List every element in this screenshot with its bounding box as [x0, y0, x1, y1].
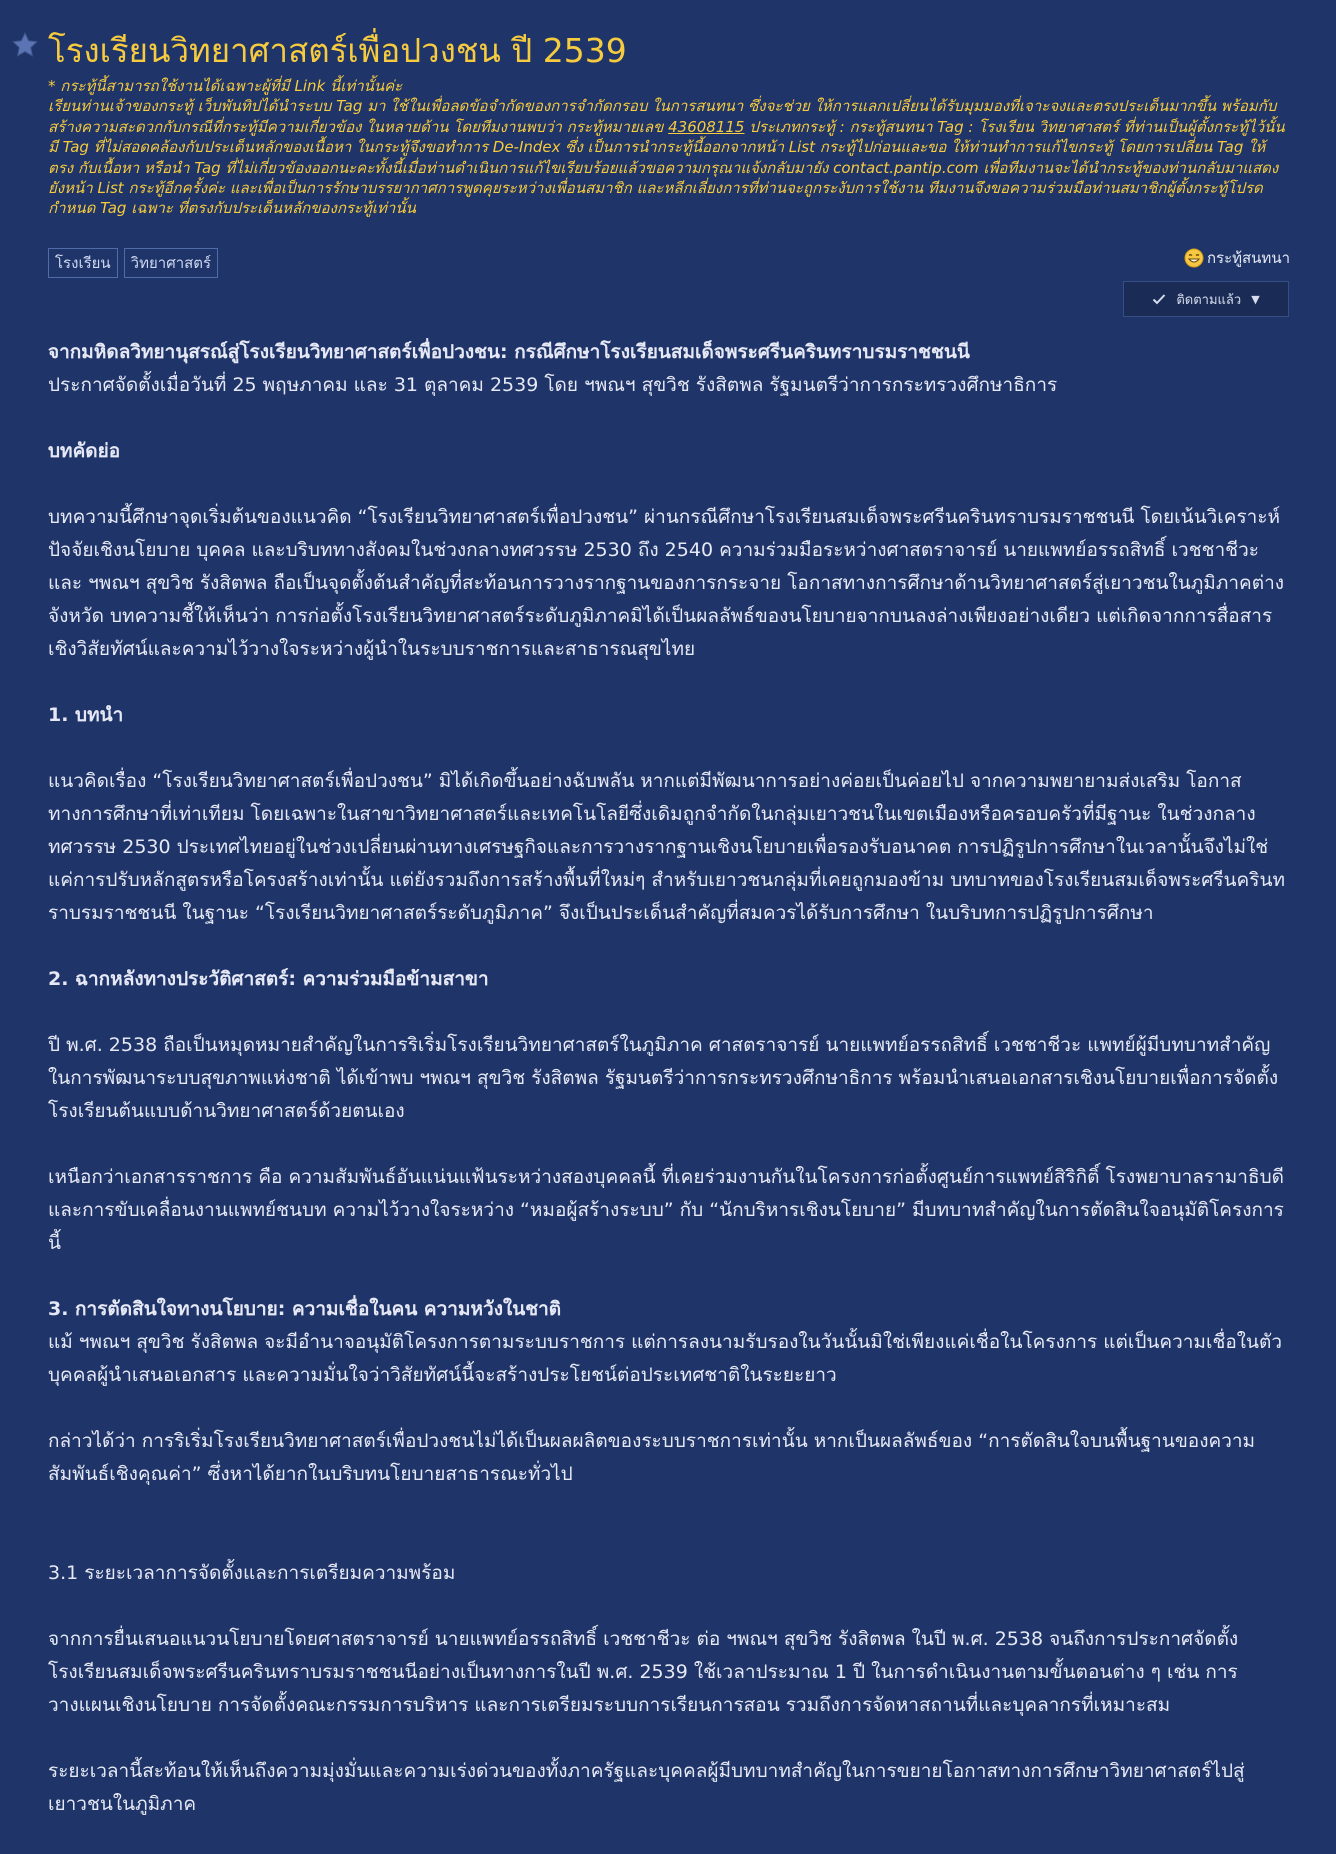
section-3-1-body-1: จากการยื่นเสนอแนวนโยบายโดยศาสตราจารย์ นายแพทย์อรรถสิทธิ์ เวชชาชีวะ ต่อ ฯพณฯ สุขวิช รังสิตพล ในปี พ.ศ. 2538 จนถึงการประกาศจัดตั้งโรงเรียนสมเด็จพระศรีนครินทราบรมราชชนนีอย่างเป็นทางการในปี พ.ศ. 2539 ใช้เวลาประมาณ 1 ปี ในการดำเนินงานตามขั้นตอนต่าง ๆ เช่น การวางแผนเชิงนโยบาย การจัดตั้งคณะกรรมการบริหาร และการเตรียมระบบการเรียนการสอน รวมถึงการจัดหาสถานที่และบุคลากรที่เหมาะสม [48, 1628, 1239, 1716]
section-2-body-1: ปี พ.ศ. 2538 ถือเป็นหมุดหมายสำคัญในการริเริ่มโรงเรียนวิทยาศาสตร์ในภูมิภาค ศาสตราจารย์ นายแพทย์อรรถสิทธิ์ เวชชาชีวะ แพทย์ผู้มีบทบาทสำคัญในการพัฒนาระบบสุขภาพแห่งชาติ ได้เข้าพบ ฯพณฯ สุขวิช รังสิตพล รัฐมนตรีว่าการกระทรวงศึกษาธิการ พร้อมนำเสนอเอกสารเชิงนโยบายเพื่อการจัดตั้งโรงเรียนต้นแบบด้านวิทยาศาสตร์ด้วยตนเอง [48, 1034, 1279, 1122]
section-3-body-1: แม้ ฯพณฯ สุขวิช รังสิตพล จะมีอำนาจอนุมัติโครงการตามระบบราชการ แต่การลงนามรับรองในวันนั้นมิใช่เพียงแค่เชื่อในโครงการ แต่เป็นความเชื่อในตัวบุคคลผู้นำเสนอเอกสาร และความมั่นใจว่าวิสัยทัศน์นี้จะสร้างประโยชน์ต่อประเทศชาติในระยะยาว [48, 1331, 1283, 1386]
notice-line-1: * กระทู้นี้สามารถใช้งานได้เฉพาะผู้ที่มี Link นี้เท่านั้นค่ะ [48, 77, 403, 95]
topic-number-link[interactable]: 43608115 [668, 117, 745, 136]
tag-science[interactable]: วิทยาศาสตร์ [124, 248, 218, 278]
announcement: ประกาศจัดตั้งเมื่อวันที่ 25 พฤษภาคม และ 31 ตุลาคม 2539 โดย ฯพณฯ สุขวิช รังสิตพล รัฐมนตรีว่าการกระทรวงศึกษาธิการ [48, 374, 1058, 396]
topic-title: โรงเรียนวิทยาศาสตร์เพื่อปวงชน ปี 2539 [48, 31, 627, 70]
section-1-title: 1. บทนำ [48, 704, 124, 726]
section-2-body-2: เหนือกว่าเอกสารราชการ คือ ความสัมพันธ์อันแน่นแฟ้นระหว่างสองบุคคลนี้ ที่เคยร่วมงานกันในโครงการก่อตั้งศูนย์การแพทย์สิริกิติ์ โรงพยาบาลรามาธิบดี และการขับเคลื่อนงานแพทย์ชนบท ความไว้วางใจระหว่าง “หมอผู้สร้างระบบ” กับ “นักบริหารเชิงนโยบาย” มีบทบาทสำคัญในการตัดสินใจอนุมัติโครงการนี้ [48, 1166, 1284, 1254]
section-1-body: แนวคิดเรื่อง “โรงเรียนวิทยาศาสตร์เพื่อปวงชน” มิได้เกิดขึ้นอย่างฉับพลัน หากแต่มีพัฒนาการอย่างค่อยเป็นค่อยไป จากความพยายามส่งเสริม โอกาสทางการศึกษาที่เท่าเทียม โดยเฉพาะในสาขาวิทยาศาสตร์และเทคโนโลยีซึ่งเดิมถูกจำกัดในกลุ่มเยาวชนในเขตเมืองหรือครอบครัวที่มีฐานะ ในช่วงกลางทศวรรษ 2530 ประเทศไทยอยู่ในช่วงเปลี่ยนผ่านทางเศรษฐกิจและการวางรากฐานเชิงนโยบายเพื่อรองรับอนาคต การปฏิรูปการศึกษาในเวลานั้นจึงไม่ใช่แค่การปรับหลักสูตรหรือโครงสร้างเท่านั้น แต่ยังรวมถึงการสร้างพื้นที่ใหม่ๆ สำหรับเยาวชนกลุ่มที่เคยถูกมองข้าม บทบาทของโรงเรียนสมเด็จพระศรีนครินทราบรมราชชนนี ในฐานะ “โรงเรียนวิทยาศาสตร์ระดับภูมิภาค” จึงเป็นประเด็นสำคัญที่สมควรได้รับการศึกษา ในบริบทการปฏิรูปการศึกษา [48, 770, 1285, 924]
topic-type [1184, 246, 1290, 270]
abstract-body: บทความนี้ศึกษาจุดเริ่มต้นของแนวคิด “โรงเรียนวิทยาศาสตร์เพื่อปวงชน” ผ่านกรณีศึกษาโรงเรียนสมเด็จพระศรีนครินทราบรมราชชนนี โดยเน้นวิเคราะห์ปัจจัยเชิงนโยบาย บุคคล และบริบททางสังคมในช่วงกลางทศวรรษ 2530 ถึง 2540 ความร่วมมือระหว่างศาสตราจารย์ นายแพทย์อรรถสิทธิ์ เวชชาชีวะ และ ฯพณฯ สุขวิช รังสิตพล ถือเป็นจุดตั้งต้นสำคัญที่สะท้อนการวางรากฐานของการกระจาย โอกาสทางการศึกษาด้านวิทยาศาสตร์สู่เยาวชนในภูมิภาคต่างจังหวัด บทความชี้ให้เห็นว่า การก่อตั้งโรงเรียนวิทยาศาสตร์ระดับภูมิภาคมิได้เป็นผลลัพธ์ของนโยบายจากบนลงล่างเพียงอย่างเดียว แต่เกิดจากการสื่อสารเชิงวิสัยทัศน์และความไว้วางใจระหว่างผู้นำในระบบราชการและสาธารณสุขไทย [48, 506, 1285, 660]
deindex-notice [48, 76, 1288, 219]
tag-list [48, 248, 224, 278]
section-3-1-body-2: ระยะเวลานี้สะท้อนให้เห็นถึงความมุ่งมั่นและความเร่งด่วนของทั้งภาครัฐและบุคคลผู้มีบทบาทสำคัญในการขยายโอกาสทางการศึกษาวิทยาศาสตร์ไปสู่เยาวชนในภูมิภาค [48, 1760, 1245, 1815]
notice-body-before: เรียนท่านเจ้าของกระทู้ เว็บพันทิปได้นำระบบ Tag มา ใช้ในเพื่อลดข้อจำกัดของการจำกัดกรอบ ในการสนทนา ซึ่งจะช่วย ให้การแลกเปลี่ยนได้รับมุมมองที่เจาะจงและตรงประเด็นมากขึ้น พร้อมกับสร้างความสะดวกกับกรณีที่กระทู้มีความเกี่ยวข้อง ในหลายด้าน โดยทีมงานพบว่า กระทู้หมายเลข [48, 97, 1277, 136]
topic-header [6, 20, 1306, 70]
topic-type-label: กระทู้สนทนา [1206, 249, 1290, 267]
section-3-body-2: กล่าวได้ว่า การริเริ่มโรงเรียนวิทยาศาสตร์เพื่อปวงชนไม่ได้เป็นผลผลิตของระบบราชการเท่านั้น หากเป็นผลลัพธ์ของ “การตัดสินใจบนพื้นฐานของความสัมพันธ์เชิงคุณค่า” ซึ่งหาได้ยากในบริบทนโยบายสาธารณะทั่วไป [48, 1430, 1256, 1485]
follow-button[interactable] [1123, 281, 1289, 317]
notice-body-after: ประเภทกระทู้ : กระทู้สนทนา Tag : โรงเรียน วิทยาศาสตร์ ที่ท่านเป็นผู้ตั้งกระทู้ไว้นั้นมี Tag ที่ไม่สอดคล้องกับประเด็นหลักของเนื้อหา ในกระทู้จึงขอทำการ De-Index ซึ่ง เป็นการนำกระทู้นี้ออกจากหน้า List กระทู้ไปก่อนและขอ ให้ท่านทำการแก้ไขกระทู้ โดยการเปลี่ยน Tag ให้ตรง กับเนื้อหา หรือนำ Tag ที่ไม่เกี่ยวข้องออกนะคะทั้งนี้เมื่อท่านดำเนินการแก้ไขเรียบร้อยแล้วขอความกรุณาแจ้งกลับมายัง contact.pantip.com เพื่อทีมงานจะได้นำกระทู้ของท่านกลับมาแสดงยังหน้า List กระทู้อีกครั้งค่ะ และเพื่อเป็นการรักษาบรรยากาศการพูดคุยระหว่างเพื่อนสมาชิก และหลีกเลี่ยงการที่ท่านจะถูกระงับการใช้งาน ทีมงานจึงขอความร่วมมือท่านสมาชิกผู้ตั้งกระทู้โปรดกำหนด Tag เฉพาะ ที่ตรงกับประเด็นหลักของกระทู้เท่านั้น [48, 117, 1285, 218]
caret-down-icon[interactable]: ▼ [1251, 292, 1260, 306]
notice-body [48, 96, 1288, 218]
topic-content [48, 336, 1290, 1854]
star-icon[interactable] [10, 30, 40, 60]
check-icon [1152, 293, 1166, 305]
tag-school[interactable]: โรงเรียน [48, 248, 118, 278]
abstract-title: บทคัดย่อ [48, 440, 121, 462]
section-2-title: 2. ฉากหลังทางประวัติศาสตร์: ความร่วมมือข้ามสาขา [48, 968, 489, 990]
section-3-title: 3. การตัดสินใจทางนโยบาย: ความเชื่อในคน ความหวังในชาติ [48, 1298, 562, 1320]
laughing-emoji-icon [1184, 248, 1204, 268]
follow-button-label: ติดตามแล้ว [1176, 292, 1242, 308]
spacer [48, 1524, 1290, 1557]
section-3-1-title: 3.1 ระยะเวลาการจัดตั้งและการเตรียมความพร้อม [48, 1562, 456, 1584]
content-heading: จากมหิดลวิทยานุสรณ์สู่โรงเรียนวิทยาศาสตร์เพื่อปวงชน: กรณีศึกษาโรงเรียนสมเด็จพระศรีนครินทราบรมราชชนนี [48, 341, 970, 363]
